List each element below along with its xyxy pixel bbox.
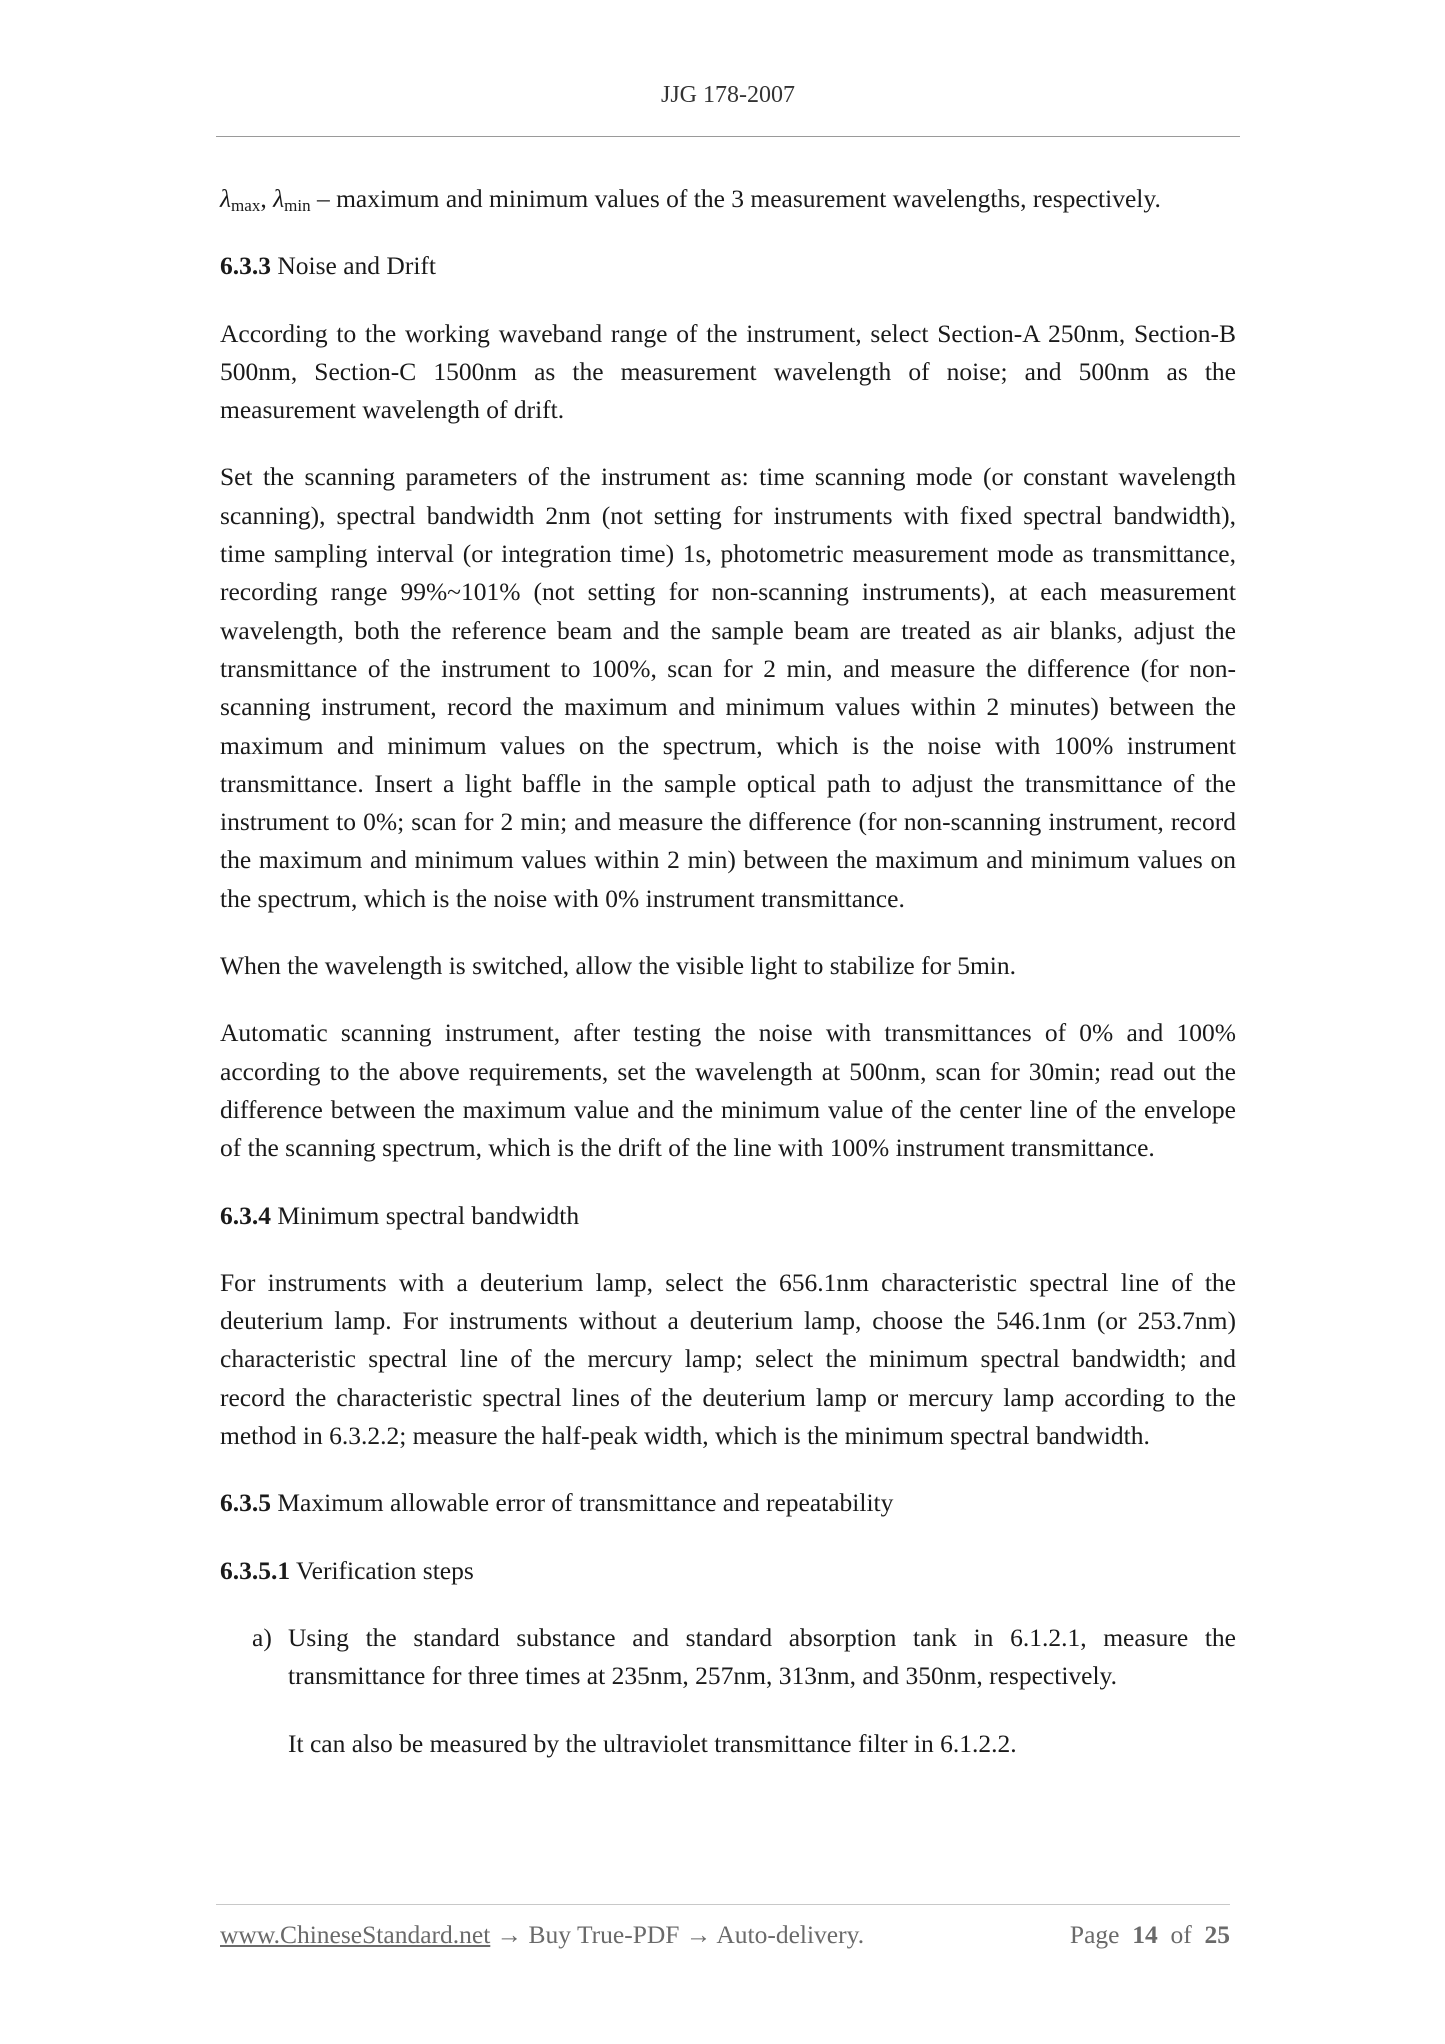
- page-label: Page: [1069, 1920, 1120, 1949]
- of-label: of: [1170, 1920, 1192, 1949]
- document-id: JJG 178-2007: [660, 82, 795, 108]
- paragraph: Set the scanning parameters of the instrument as: time scanning mode (or constant wavelength scanning), spectral bandwidth 2nm (not setting for instruments with fixed spectral bandwidth), time sampling interval (or integration time) 1s, photometric measurement mode as transmittance, recording range 99%~101% (not setting for non-scanning instruments), at each measurement wavelength, both the reference beam and the sample beam are treated as air blanks, adjust the transmittance of the instrument to 100%, scan for 2 min, and measure the difference (for non-scanning instrument, record the maximum and minimum values within 2 minutes) between the maximum and minimum values on the spectrum, which is the noise with 100% instrument transmittance. Insert a light baffle in the sample optical path to adjust the transmittance of the instrument to 0%; scan for 2 min; and measure the difference (for non-scanning instrument, record the maximum and minimum values within 2 min) between the maximum and minimum values on the spectrum, which is the noise with 0% instrument transmittance.: [220, 462, 1236, 913]
- paragraph: Automatic scanning instrument, after testing the noise with transmittances of 0% and 100% according to the above requirements, set the wavelength at 500nm, scan for 30min; read out the difference between the maximum value and the minimum value of the center line of the envelope of the scanning spectrum, which is the drift of the line with 100% instrument transmittance.: [220, 1018, 1236, 1163]
- footer-divider: [216, 1904, 1230, 1905]
- formula-note: [220, 180, 1236, 218]
- section-heading-6-3-5: [220, 1484, 1236, 1522]
- subscript-max: max: [231, 196, 261, 215]
- arrow-right-icon: →: [679, 1920, 717, 1949]
- separator: ,: [260, 184, 274, 213]
- list-item-text: Using the standard substance and standard absorption tank in 6.1.2.1, measure the transmittance for three times at 235nm, 257nm, 313nm, and 350nm, respectively.: [288, 1622, 1236, 1691]
- section-title: Maximum allowable error of transmittance and repeatability: [277, 1488, 894, 1518]
- delivery-text: Auto-delivery.: [716, 1920, 865, 1949]
- page-number: 14: [1132, 1920, 1158, 1949]
- site-link[interactable]: www.ChineseStandard.net: [220, 1920, 491, 1949]
- subscript-min: min: [284, 196, 311, 215]
- indented-note: It can also be measured by the ultraviolet transmittance filter in 6.1.2.2.: [288, 1728, 1017, 1758]
- section-title: Verification steps: [296, 1555, 474, 1585]
- formula-note-text: – maximum and minimum values of the 3 measurement wavelengths, respectively.: [310, 184, 1161, 213]
- section-heading-6-3-5-1: [220, 1552, 1236, 1590]
- section-title: Noise and Drift: [277, 251, 437, 281]
- document-body: [220, 180, 1236, 1792]
- header-divider: [216, 136, 1240, 137]
- footer-promo: [220, 1920, 864, 1950]
- section-heading-6-3-4: [220, 1197, 1236, 1235]
- lambda-symbol: λ: [273, 184, 285, 213]
- buy-text: Buy True-PDF: [528, 1920, 680, 1949]
- lambda-symbol: λ: [220, 184, 232, 213]
- list-item: [220, 1619, 1236, 1696]
- section-heading-6-3-3: [220, 247, 1236, 285]
- section-number: 6.3.5: [220, 1488, 271, 1518]
- paragraph: According to the working waveband range of the instrument, select Section-A 250nm, Section-B 500nm, Section-C 1500nm as the measurement wavelength of noise; and 500nm as the measurement wavelength of drift.: [220, 318, 1236, 425]
- section-number: 6.3.3: [220, 251, 271, 281]
- list-marker: a): [252, 1622, 272, 1652]
- paragraph: When the wavelength is switched, allow the visible light to stabilize for 5min.: [220, 951, 1016, 981]
- total-pages: 25: [1204, 1920, 1230, 1949]
- page-indicator: [1070, 1920, 1230, 1950]
- page-header: [216, 82, 1240, 109]
- page-footer: [220, 1920, 1230, 1950]
- section-number: 6.3.5.1: [220, 1555, 291, 1585]
- section-number: 6.3.4: [220, 1200, 271, 1230]
- paragraph: For instruments with a deuterium lamp, select the 656.1nm characteristic spectral line of the deuterium lamp. For instruments without a deuterium lamp, choose the 546.1nm (or 253.7nm) characteristic spectral line of the mercury lamp; select the minimum spectral bandwidth; and record the characteristic spectral lines of the deuterium lamp or mercury lamp according to the method in 6.3.2.2; measure the half-peak width, which is the minimum spectral bandwidth.: [220, 1267, 1236, 1451]
- section-title: Minimum spectral bandwidth: [277, 1200, 580, 1230]
- arrow-right-icon: →: [490, 1920, 529, 1949]
